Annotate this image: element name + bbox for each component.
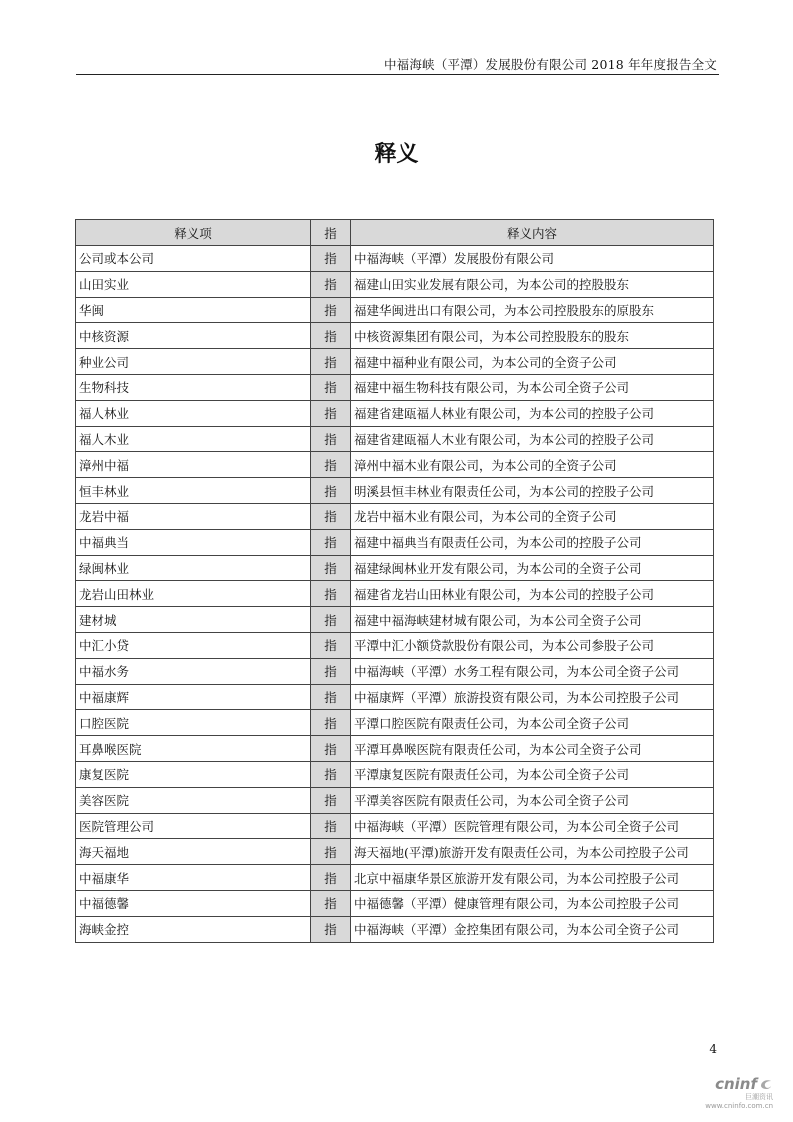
column-header-zhi: 指: [311, 220, 351, 246]
cninfo-url: www.cninfo.com.cn: [705, 1102, 773, 1110]
table-row: [76, 374, 714, 400]
definition-cell: 中福海峡（平潭）水务工程有限公司，为本公司全资子公司: [351, 658, 714, 684]
table-row: [76, 297, 714, 323]
zhi-cell: 指: [311, 426, 351, 452]
definitions-table-body: [76, 246, 714, 943]
term-cell: 医院管理公司: [76, 813, 311, 839]
table-row: [76, 529, 714, 555]
definition-cell: 明溪县恒丰林业有限责任公司，为本公司的控股子公司: [351, 478, 714, 504]
zhi-cell: 指: [311, 787, 351, 813]
cninfo-subtitle-cn: 巨潮资讯: [745, 1093, 773, 1101]
definition-cell: 海天福地(平潭)旅游开发有限责任公司，为本公司控股子公司: [351, 839, 714, 865]
definition-cell: 平潭康复医院有限责任公司，为本公司全资子公司: [351, 761, 714, 787]
term-cell: 华闽: [76, 297, 311, 323]
zhi-cell: 指: [311, 400, 351, 426]
zhi-cell: 指: [311, 452, 351, 478]
table-row: [76, 271, 714, 297]
zhi-cell: 指: [311, 246, 351, 272]
term-cell: 绿闽林业: [76, 555, 311, 581]
table-row: [76, 426, 714, 452]
term-cell: 恒丰林业: [76, 478, 311, 504]
definition-cell: 福建省建瓯福人木业有限公司，为本公司的控股子公司: [351, 426, 714, 452]
table-row: [76, 503, 714, 529]
term-cell: 口腔医院: [76, 710, 311, 736]
term-cell: 漳州中福: [76, 452, 311, 478]
table-row: [76, 916, 714, 942]
term-cell: 海峡金控: [76, 916, 311, 942]
definition-cell: 福建中福生物科技有限公司，为本公司全资子公司: [351, 374, 714, 400]
term-cell: 福人木业: [76, 426, 311, 452]
definition-cell: 龙岩中福木业有限公司，为本公司的全资子公司: [351, 503, 714, 529]
cninfo-brand-text: cninf: [715, 1075, 757, 1093]
term-cell: 建材城: [76, 607, 311, 633]
definition-cell: 平潭口腔医院有限责任公司，为本公司全资子公司: [351, 710, 714, 736]
term-cell: 龙岩中福: [76, 503, 311, 529]
term-cell: 福人林业: [76, 400, 311, 426]
definition-cell: 中福海峡（平潭）发展股份有限公司: [351, 246, 714, 272]
definition-cell: 北京中福康华景区旅游开发有限公司，为本公司控股子公司: [351, 865, 714, 891]
table-row: [76, 607, 714, 633]
zhi-cell: 指: [311, 890, 351, 916]
definition-cell: 福建绿闽林业开发有限公司，为本公司的全资子公司: [351, 555, 714, 581]
term-cell: 中福水务: [76, 658, 311, 684]
table-row: [76, 246, 714, 272]
definition-cell: 福建山田实业发展有限公司，为本公司的控股股东: [351, 271, 714, 297]
definition-cell: 福建省龙岩山田林业有限公司，为本公司的控股子公司: [351, 581, 714, 607]
table-row: [76, 839, 714, 865]
term-cell: 耳鼻喉医院: [76, 736, 311, 762]
cninfo-swirl-icon: [759, 1077, 773, 1091]
term-cell: 龙岩山田林业: [76, 581, 311, 607]
column-header-term: 释义项: [76, 220, 311, 246]
table-row: [76, 555, 714, 581]
zhi-cell: 指: [311, 761, 351, 787]
cninfo-brand: [715, 1075, 773, 1093]
cninfo-logo: [683, 1074, 773, 1111]
definition-cell: 中核资源集团有限公司，为本公司控股股东的股东: [351, 323, 714, 349]
definition-cell: 中福康辉（平潭）旅游投资有限公司，为本公司控股子公司: [351, 684, 714, 710]
term-cell: 中核资源: [76, 323, 311, 349]
table-row: [76, 349, 714, 375]
zhi-cell: 指: [311, 710, 351, 736]
term-cell: 康复医院: [76, 761, 311, 787]
table-row: [76, 452, 714, 478]
column-header-definition: 释义内容: [351, 220, 714, 246]
table-row: [76, 684, 714, 710]
table-row: [76, 787, 714, 813]
table-row: [76, 761, 714, 787]
zhi-cell: 指: [311, 529, 351, 555]
table-row: [76, 865, 714, 891]
zhi-cell: 指: [311, 503, 351, 529]
term-cell: 中福典当: [76, 529, 311, 555]
definition-cell: 中福海峡（平潭）医院管理有限公司，为本公司全资子公司: [351, 813, 714, 839]
definition-cell: 福建华闽进出口有限公司，为本公司控股股东的原股东: [351, 297, 714, 323]
term-cell: 中福德馨: [76, 890, 311, 916]
definition-cell: 中福海峡（平潭）金控集团有限公司，为本公司全资子公司: [351, 916, 714, 942]
zhi-cell: 指: [311, 271, 351, 297]
table-row: [76, 736, 714, 762]
definition-cell: 平潭耳鼻喉医院有限责任公司，为本公司全资子公司: [351, 736, 714, 762]
definitions-table: [75, 219, 714, 943]
definition-cell: 福建中福种业有限公司，为本公司的全资子公司: [351, 349, 714, 375]
table-header-row: [76, 220, 714, 246]
zhi-cell: 指: [311, 581, 351, 607]
term-cell: 中福康辉: [76, 684, 311, 710]
definition-cell: 中福德馨（平潭）健康管理有限公司，为本公司控股子公司: [351, 890, 714, 916]
zhi-cell: 指: [311, 916, 351, 942]
zhi-cell: 指: [311, 323, 351, 349]
section-title: 释义: [374, 142, 419, 167]
term-cell: 种业公司: [76, 349, 311, 375]
zhi-cell: 指: [311, 349, 351, 375]
page-number: 4: [709, 1042, 717, 1056]
definition-cell: 福建省建瓯福人林业有限公司，为本公司的控股子公司: [351, 400, 714, 426]
zhi-cell: 指: [311, 658, 351, 684]
report-header-title: 中福海峡（平潭）发展股份有限公司 2018 年年度报告全文: [383, 57, 717, 72]
zhi-cell: 指: [311, 374, 351, 400]
term-cell: 中福康华: [76, 865, 311, 891]
definition-cell: 福建中福典当有限责任公司，为本公司的控股子公司: [351, 529, 714, 555]
term-cell: 美容医院: [76, 787, 311, 813]
definition-cell: 平潭中汇小额贷款股份有限公司，为本公司参股子公司: [351, 632, 714, 658]
term-cell: 海天福地: [76, 839, 311, 865]
zhi-cell: 指: [311, 865, 351, 891]
header-divider: [76, 74, 719, 75]
zhi-cell: 指: [311, 607, 351, 633]
zhi-cell: 指: [311, 736, 351, 762]
table-row: [76, 478, 714, 504]
table-row: [76, 658, 714, 684]
table-row: [76, 632, 714, 658]
term-cell: 山田实业: [76, 271, 311, 297]
term-cell: 中汇小贷: [76, 632, 311, 658]
table-row: [76, 813, 714, 839]
zhi-cell: 指: [311, 632, 351, 658]
table-row: [76, 400, 714, 426]
table-row: [76, 710, 714, 736]
zhi-cell: 指: [311, 839, 351, 865]
zhi-cell: 指: [311, 813, 351, 839]
zhi-cell: 指: [311, 684, 351, 710]
term-cell: 生物科技: [76, 374, 311, 400]
definition-cell: 漳州中福木业有限公司，为本公司的全资子公司: [351, 452, 714, 478]
table-row: [76, 323, 714, 349]
zhi-cell: 指: [311, 297, 351, 323]
term-cell: 公司或本公司: [76, 246, 311, 272]
definition-cell: 福建中福海峡建材城有限公司，为本公司全资子公司: [351, 607, 714, 633]
zhi-cell: 指: [311, 478, 351, 504]
table-row: [76, 890, 714, 916]
zhi-cell: 指: [311, 555, 351, 581]
table-row: [76, 581, 714, 607]
definition-cell: 平潭美容医院有限责任公司，为本公司全资子公司: [351, 787, 714, 813]
